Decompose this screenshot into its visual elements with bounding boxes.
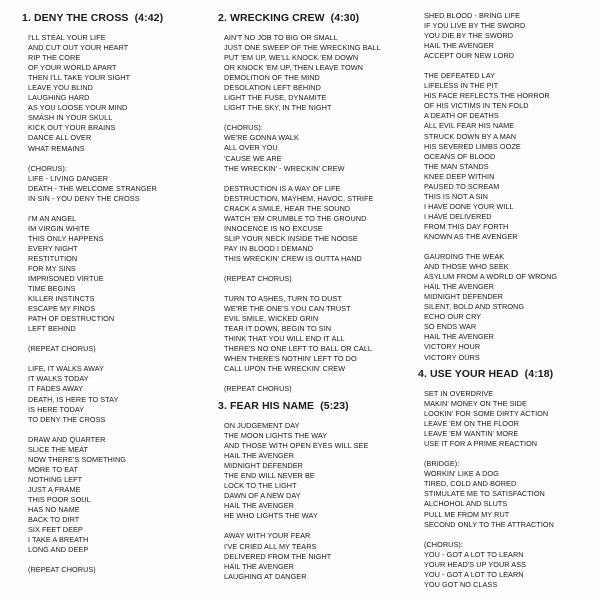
lyric-line: WORKIN' LIKE A DOG bbox=[424, 469, 499, 479]
lyric-line: THIS IS NOT A SIN bbox=[424, 191, 488, 201]
song-title-text: 4. USE YOUR HEAD bbox=[418, 368, 519, 380]
lyric-line: (REPEAT CHORUS) bbox=[28, 344, 96, 354]
lyric-line: LOOKIN' FOR SOME DIRTY ACTION bbox=[424, 409, 549, 419]
lyric-line: OCEANS OF BLOOD bbox=[424, 151, 496, 161]
lyric-line: I'LL STEAL YOUR LIFE bbox=[28, 33, 106, 42]
lyric-line: (CHORUS): bbox=[28, 163, 67, 173]
lyric-line: THIS ONLY HAPPENS bbox=[28, 233, 104, 243]
lyric-line: YOU - GOT A LOT TO LEARN bbox=[424, 569, 524, 579]
lyric-line: TURN TO ASHES, TURN TO DUST bbox=[224, 294, 342, 304]
lyric-line: HAIL THE AVENGER bbox=[424, 41, 495, 51]
lyric-line: IMPRISONED VIRTUE bbox=[28, 274, 104, 284]
lyric-stanza bbox=[28, 344, 163, 354]
lyric-line: HIS FACE REFLECTS THE HORROR bbox=[424, 91, 550, 101]
lyric-line: HAIL THE AVENGER bbox=[224, 451, 295, 461]
lyric-stanza bbox=[28, 565, 163, 575]
lyric-line: DEMOLITION OF THE MIND bbox=[224, 73, 320, 83]
lyric-line: NOW THERE'S SOMETHING bbox=[28, 454, 126, 464]
song-title-text: 2. WRECKING CREW bbox=[218, 12, 325, 24]
lyric-line: ON JUDGEMENT DAY bbox=[224, 421, 300, 430]
lyric-line: ESCAPE MY FINDS bbox=[28, 304, 96, 314]
lyric-line: THE MOON LIGHTS THE WAY bbox=[224, 431, 328, 441]
lyric-line: TO DENY THE CROSS bbox=[28, 414, 106, 424]
lyric-line: DESOLATION LEFT BEHIND bbox=[224, 83, 321, 93]
lyric-line: LAUGHING AT DANGER bbox=[224, 571, 307, 581]
song-wrecking-crew bbox=[218, 12, 381, 404]
lyric-line: (REPEAT CHORUS) bbox=[224, 384, 292, 394]
lyric-line: OF HIS VICTIMS IN TEN FOLD bbox=[424, 101, 529, 111]
lyric-stanza bbox=[424, 389, 554, 449]
lyric-line: MORE TO EAT bbox=[28, 464, 79, 474]
lyric-line: PUT 'EM UP, WE'LL KNOCK 'EM DOWN bbox=[224, 53, 359, 63]
lyric-stanza bbox=[224, 531, 368, 581]
lyric-line: DELIVERED FROM THE NIGHT bbox=[224, 551, 332, 561]
lyric-line: SMASH IN YOUR SKULL bbox=[28, 113, 113, 123]
lyric-line: PAY IN BLOOD I DEMAND bbox=[224, 243, 314, 253]
lyric-line: IN SIN - YOU DENY THE CROSS bbox=[28, 193, 140, 203]
lyric-line: TIRED, COLD AND BORED bbox=[424, 479, 517, 489]
lyric-line: EVERY NIGHT bbox=[28, 243, 78, 253]
lyric-line: ALL OVER YOU bbox=[224, 143, 278, 153]
lyric-line: A DEATH OF DEATHS bbox=[424, 111, 499, 121]
lyric-line: SILENT, BOLD AND STRONG bbox=[424, 302, 525, 312]
lyric-line: LEFT BEHIND bbox=[28, 324, 76, 334]
lyric-line: HAIL THE AVENGER bbox=[224, 501, 295, 511]
lyric-line: SLIP YOUR NECK INSIDE THE NOOSE bbox=[224, 233, 358, 243]
song-fear-his-name bbox=[218, 400, 369, 592]
lyric-line: PATH OF DESTRUCTION bbox=[28, 314, 115, 324]
lyric-line: GAURDING THE WEAK bbox=[424, 252, 505, 262]
lyric-stanza bbox=[224, 294, 381, 374]
lyric-line: DANCE ALL OVER bbox=[28, 133, 92, 143]
lyric-line: HAIL THE AVENGER bbox=[424, 332, 495, 342]
lyric-stanza bbox=[28, 164, 163, 204]
lyric-line: VICTORY OURS bbox=[424, 352, 480, 362]
lyric-line: THE END WILL NEVER BE bbox=[224, 471, 315, 481]
lyric-line: 'CAUSE WE ARE bbox=[224, 153, 282, 163]
lyric-line: BACK TO DIRT bbox=[28, 515, 80, 525]
lyric-line: WHAT REMAINS bbox=[28, 143, 85, 153]
lyric-line: JUST A FRAME bbox=[28, 484, 81, 494]
lyric-line: DESTRUCTION IS A WAY OF LIFE bbox=[224, 183, 341, 193]
song-duration: (5:23) bbox=[320, 400, 349, 412]
lyric-line: IF YOU LIVE BY THE SWORD bbox=[424, 21, 526, 31]
lyric-line: USE IT FOR A PRIME REACTION bbox=[424, 439, 538, 449]
lyric-line: CRACK A SMILE, HEAR THE SOUND bbox=[224, 203, 351, 213]
lyric-line: LIFE, IT WALKS AWAY bbox=[28, 364, 105, 374]
lyric-line: VICTORY HOUR bbox=[424, 342, 481, 352]
lyric-line: PAUSED TO SCREAM bbox=[424, 181, 500, 191]
lyric-line: LEAVE YOU BLIND bbox=[28, 83, 93, 93]
lyric-line: HE WHO LIGHTS THE WAY bbox=[224, 511, 318, 521]
lyric-line: INNOCENCE IS NO EXCUSE bbox=[224, 223, 323, 233]
lyric-stanza bbox=[424, 252, 557, 363]
lyric-line: LEAVE 'EM WANTIN' MORE bbox=[424, 429, 519, 439]
lyric-line: KNOWN AS THE AVENGER bbox=[424, 231, 518, 241]
lyric-line: AND THOSE WITH OPEN EYES WILL SEE bbox=[224, 441, 369, 451]
lyric-line: EVIL SMILE, WICKED GRIN bbox=[224, 314, 319, 324]
lyric-line: I HAVE DELIVERED bbox=[424, 211, 492, 221]
lyric-line: I TAKE A BREATH bbox=[28, 535, 89, 545]
lyric-line: DEATH, IS HERE TO STAY bbox=[28, 394, 119, 404]
lyric-line: WE'RE THE ONE'S YOU CAN TRUST bbox=[224, 304, 351, 314]
lyric-line: LEAVE 'EM ON THE FLOOR bbox=[424, 419, 520, 429]
lyric-line: SIX FEET DEEP bbox=[28, 525, 83, 535]
lyric-line: IT WALKS TODAY bbox=[28, 374, 89, 384]
lyric-line: ALCHOHOL AND SLUTS bbox=[424, 499, 508, 509]
lyric-stanza bbox=[224, 184, 381, 264]
lyric-stanza bbox=[224, 421, 368, 521]
lyric-line: KICK OUT YOUR BRAINS bbox=[28, 123, 116, 133]
song-fear-his-name-continued bbox=[424, 11, 557, 373]
lyric-line: WHEN THERE'S NOTHIN' LEFT TO DO bbox=[224, 354, 357, 364]
lyric-stanza bbox=[28, 435, 163, 556]
lyric-line: THE WRECKIN' - WRECKIN' CREW bbox=[224, 163, 345, 173]
lyric-line: WATCH 'EM CRUMBLE TO THE GROUND bbox=[224, 213, 367, 223]
lyric-line: HAIL THE AVENGER bbox=[424, 282, 495, 292]
lyric-line: AIN'T NO JOB TO BIG OR SMALL bbox=[224, 33, 338, 42]
lyric-line: STRUCK DOWN BY A MAN bbox=[424, 131, 517, 141]
lyric-line: JUST ONE SWEEP OF THE WRECKING BALL bbox=[224, 43, 381, 53]
lyric-line: ASYLUM FROM A WORLD OF WRONG bbox=[424, 272, 558, 282]
lyric-line: LIFE - LIVING DANGER bbox=[28, 173, 109, 183]
lyric-line: KNEE DEEP WITHIN bbox=[424, 171, 495, 181]
lyric-line: HAIL THE AVENGER bbox=[224, 561, 295, 571]
song-duration: (4:18) bbox=[524, 368, 554, 380]
lyric-line: OR KNOCK 'EM UP, THEN LEAVE TOWN bbox=[224, 63, 363, 73]
lyric-line: SLICE THE MEAT bbox=[28, 444, 89, 454]
lyric-line: YOU GOT NO CLASS bbox=[424, 579, 498, 589]
song-duration: (4:42) bbox=[134, 12, 164, 24]
lyric-line: MIDNIGHT DEFENDER bbox=[424, 292, 503, 302]
lyric-line: SET IN OVERDRIVE bbox=[424, 389, 494, 398]
song-duration: (4:30) bbox=[330, 12, 360, 24]
lyric-line: DRAW AND QUARTER bbox=[28, 434, 106, 444]
lyric-line: LIGHT THE FUSE, DYNAMITE bbox=[224, 93, 327, 103]
lyric-line: HAS NO NAME bbox=[28, 504, 80, 514]
song-deny-the-cross bbox=[22, 12, 164, 585]
lyric-line: YOU DIE BY THE SWORD bbox=[424, 31, 514, 41]
lyric-line: IS HERE TODAY bbox=[28, 404, 85, 414]
lyric-stanza bbox=[28, 364, 163, 424]
lyric-line: (CHORUS): bbox=[224, 123, 263, 133]
lyric-line: AS YOU LOOSE YOUR MIND bbox=[28, 103, 128, 113]
lyric-line: AWAY WITH YOUR FEAR bbox=[224, 531, 311, 541]
lyric-line: LOCK TO THE LIGHT bbox=[224, 481, 297, 491]
lyric-line: IM VIRGIN WHITE bbox=[28, 223, 90, 233]
lyric-line: LONG AND DEEP bbox=[28, 545, 89, 555]
lyric-line: ACCEPT OUR NEW LORD bbox=[424, 51, 515, 61]
lyric-line: SHED BLOOD - BRING LIFE bbox=[424, 11, 521, 20]
lyric-line: (REPEAT CHORUS) bbox=[28, 565, 96, 575]
lyric-line: KILLER INSTINCTS bbox=[28, 294, 95, 304]
lyric-line: (CHORUS): bbox=[424, 539, 463, 549]
lyric-line: LIGHT THE SKY, IN THE NIGHT bbox=[224, 103, 332, 113]
lyric-line: TIME BEGINS bbox=[28, 284, 76, 294]
lyric-stanza bbox=[224, 123, 381, 173]
lyric-line: THERE'S NO ONE LEFT TO BALL OR CALL bbox=[224, 344, 373, 354]
lyric-line: HIS SEVERED LIMBS OOZE bbox=[424, 141, 521, 151]
lyric-line: THEN I'LL TAKE YOUR SIGHT bbox=[28, 73, 131, 83]
lyric-stanza bbox=[424, 11, 557, 61]
lyric-line: TEAR IT DOWN, BEGIN TO SIN bbox=[224, 324, 332, 334]
lyric-line: MAKIN' MONEY ON THE SIDE bbox=[424, 399, 527, 409]
lyric-stanza bbox=[28, 214, 163, 335]
song-use-your-head bbox=[418, 368, 554, 600]
song-title-text: 1. DENY THE CROSS bbox=[22, 12, 129, 24]
lyric-line: FROM THIS DAY FORTH bbox=[424, 221, 509, 231]
song-title bbox=[418, 368, 554, 380]
lyric-line: FOR MY SINS bbox=[28, 263, 76, 273]
lyric-line: THE DEFEATED LAY bbox=[424, 71, 496, 81]
lyric-line: THIS WRECKIN' CREW IS OUTTA HAND bbox=[224, 253, 362, 263]
song-title bbox=[22, 12, 163, 24]
lyric-line: WE'RE GONNA WALK bbox=[224, 133, 299, 143]
lyric-line: DAWN OF A NEW DAY bbox=[224, 491, 301, 501]
lyric-stanza bbox=[224, 384, 381, 394]
lyric-line: NOTHING LEFT bbox=[28, 474, 83, 484]
lyric-stanza bbox=[224, 33, 381, 113]
lyric-line: MIDNIGHT DEFENDER bbox=[224, 461, 303, 471]
lyric-line: THIS POOR SOUL bbox=[28, 494, 91, 504]
lyric-line: (BRIDGE): bbox=[424, 459, 460, 469]
lyric-line: I'VE CRIED ALL MY TEARS bbox=[224, 541, 317, 551]
lyric-line: OF YOUR WORLD APART bbox=[28, 63, 117, 73]
lyric-line: IT FADES AWAY bbox=[28, 384, 83, 394]
lyric-line: SECOND ONLY TO THE ATTRACTION bbox=[424, 519, 554, 529]
lyric-line: LIFELESS IN THE PIT bbox=[424, 81, 499, 91]
lyric-line: YOU - GOT A LOT TO LEARN bbox=[424, 549, 524, 559]
lyric-line: AND CUT OUT YOUR HEART bbox=[28, 43, 129, 53]
lyric-line: CALL UPON THE WRECKIN' CREW bbox=[224, 364, 346, 374]
lyric-stanza bbox=[28, 33, 163, 154]
lyric-line: PULL ME FROM MY RUT bbox=[424, 509, 510, 519]
lyric-line: I HAVE DONE YOUR WILL bbox=[424, 201, 514, 211]
lyric-line: I'M AN ANGEL bbox=[28, 213, 77, 223]
lyric-stanza bbox=[424, 540, 554, 590]
lyric-line: THINK THAT YOU WILL END IT ALL bbox=[224, 334, 345, 344]
lyric-line: LAUGHING HARD bbox=[28, 93, 90, 103]
lyric-line: ALL EVIL FEAR HIS NAME bbox=[424, 121, 515, 131]
lyric-stanza bbox=[424, 71, 557, 242]
lyric-line: ECHO OUR CRY bbox=[424, 312, 482, 322]
lyric-stanza bbox=[424, 459, 554, 529]
lyric-line: RESTITUTION bbox=[28, 253, 78, 263]
lyric-line: AND THOSE WHO SEEK bbox=[424, 262, 509, 272]
lyric-line: THE MAN STANDS bbox=[424, 161, 489, 171]
song-title-text: 3. FEAR HIS NAME bbox=[218, 400, 315, 412]
song-title bbox=[218, 12, 381, 24]
lyric-line: STIMULATE ME TO SATISFACTION bbox=[424, 489, 545, 499]
song-title bbox=[218, 400, 368, 412]
lyric-line: RIP THE CORE bbox=[28, 53, 81, 63]
lyric-stanza bbox=[224, 274, 381, 284]
lyric-line: SO ENDS WAR bbox=[424, 322, 477, 332]
lyric-line: (REPEAT CHORUS) bbox=[224, 273, 292, 283]
lyric-line: DEATH - THE WELCOME STRANGER bbox=[28, 183, 157, 193]
lyric-line: DESTRUCTION, MAYHEM, HAVOC, STRIFE bbox=[224, 193, 374, 203]
lyric-line: YOUR HEAD'S UP YOUR ASS bbox=[424, 559, 527, 569]
